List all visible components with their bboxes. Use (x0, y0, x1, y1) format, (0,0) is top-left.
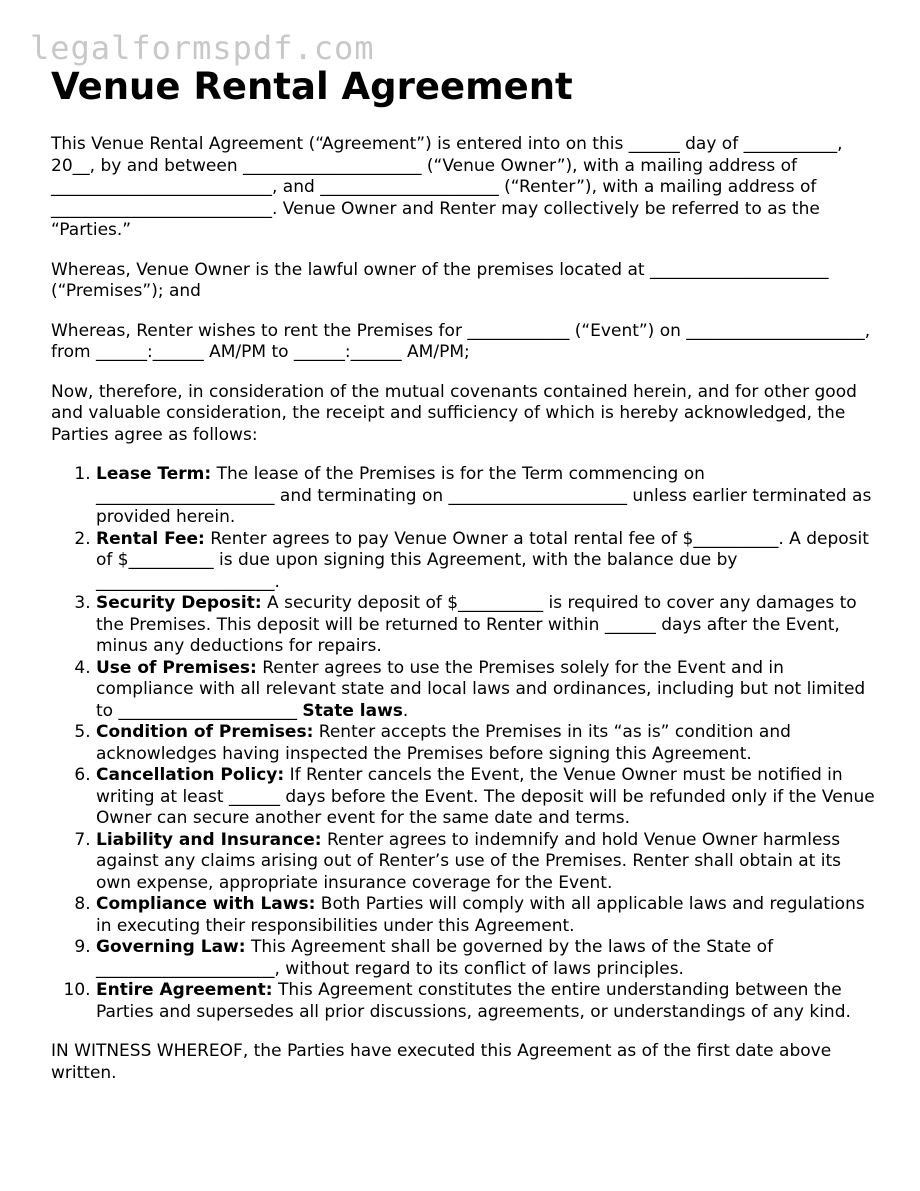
clause-compliance-with-laws (96, 894, 881, 937)
clause-text: A security deposit of $__________ is required to cover any damages to the Premises. This deposit will be returned to Renter within ______ days after the Event, minus any deductions for repairs. (96, 593, 857, 656)
clause-liability-insurance (96, 830, 881, 895)
state-laws-label: State laws (302, 700, 403, 721)
clause-heading: Condition of Premises: (96, 722, 314, 742)
whereas-premises-paragraph: Whereas, Venue Owner is the lawful owner of the premises located at _____________________ (“Premises”); and (51, 259, 829, 301)
clause-text: Renter agrees to use the Premises solely for the Event and in compliance with all relevant state and local laws and ordinances, including but not limited to _____________________ (96, 657, 866, 721)
clause-heading: Rental Fee: (96, 528, 205, 549)
clause-text: Renter accepts the Premises in its “as is” condition and acknowledges having inspected the Premises before signing this Agreement. (96, 722, 791, 764)
intro-paragraph: This Venue Rental Agreement (“Agreement”) is entered into on this ______ day of ___________, 20__, by and between _____________________ (“Venue Owner”), with a mailing address of __________________________, and _____________________ (“Renter”), with a mailing address of __________________________. Venue Owner and Renter may collectively be referred to as the “Parties.” (51, 134, 843, 240)
clause-text: The lease of the Premises is for the Term commencing on _____________________ and terminating on _____________________ unless earlier terminated as provided herein. (96, 464, 872, 527)
clause-heading: Lease Term: (96, 464, 212, 484)
clause-text: Both Parties will comply with all applicable laws and regulations in executing their responsibilities under this Agreement. (96, 894, 865, 936)
now-therefore-paragraph: Now, therefore, in consideration of the mutual covenants contained herein, and for other good and valuable consideration, the receipt and sufficiency of which is hereby acknowledged, the Parties agree as follows: (51, 381, 857, 445)
clause-cancellation-policy (96, 765, 881, 830)
clause-heading: Compliance with Laws: (96, 894, 316, 914)
clause-heading: Cancellation Policy: (96, 765, 285, 785)
clause-condition-of-premises (96, 722, 881, 765)
watermark: legalformspdf.com (30, 29, 375, 67)
clause-use-of-premises (96, 658, 881, 723)
clause-heading: Use of Premises: (96, 657, 257, 678)
clause-text: Renter agrees to indemnify and hold Venue Owner harmless against any claims arising out of Renter’s use of the Premises. Renter shall obtain at its own expense, appropriate insurance coverage for the Event. (96, 829, 841, 893)
witness-paragraph: IN WITNESS WHEREOF, the Parties have executed this Agreement as of the first date above written. (51, 1041, 832, 1083)
clause-heading: Governing Law: (96, 937, 246, 957)
clause-text: This Agreement shall be governed by the laws of the State of _____________________, without regard to its conflict of laws principles. (96, 937, 774, 979)
clause-rental-fee (96, 529, 881, 594)
clause-security-deposit (96, 593, 881, 658)
clause-list (51, 464, 881, 1023)
clause-heading: Security Deposit: (96, 593, 262, 613)
clause-lease-term (96, 464, 881, 529)
clause-text: Renter agrees to pay Venue Owner a total rental fee of $__________. A deposit of $__________ is due upon signing this Agreement, with the balance due by _____________________. (96, 528, 869, 592)
clause-text: If Renter cancels the Event, the Venue Owner must be notified in writing at least ______ days before the Event. The deposit will be refunded only if the Venue Owner can secure another event for the same date and terms. (96, 765, 875, 828)
document (51, 62, 881, 1084)
clause-heading: Liability and Insurance: (96, 829, 322, 850)
clause-entire-agreement (96, 980, 881, 1023)
clause-governing-law (96, 937, 881, 980)
clause-heading: Entire Agreement: (96, 980, 273, 1000)
clause-text-end: . (402, 700, 409, 721)
clause-text: This Agreement constitutes the entire understanding between the Parties and supersedes all prior discussions, agreements, or understandings of any kind. (96, 980, 851, 1022)
document-title: Venue Rental Agreement (51, 65, 573, 108)
whereas-event-paragraph: Whereas, Renter wishes to rent the Premises for ____________ (“Event”) on _____________________, from ______:______ AM/PM to ______:______ AM/PM; (51, 320, 871, 362)
